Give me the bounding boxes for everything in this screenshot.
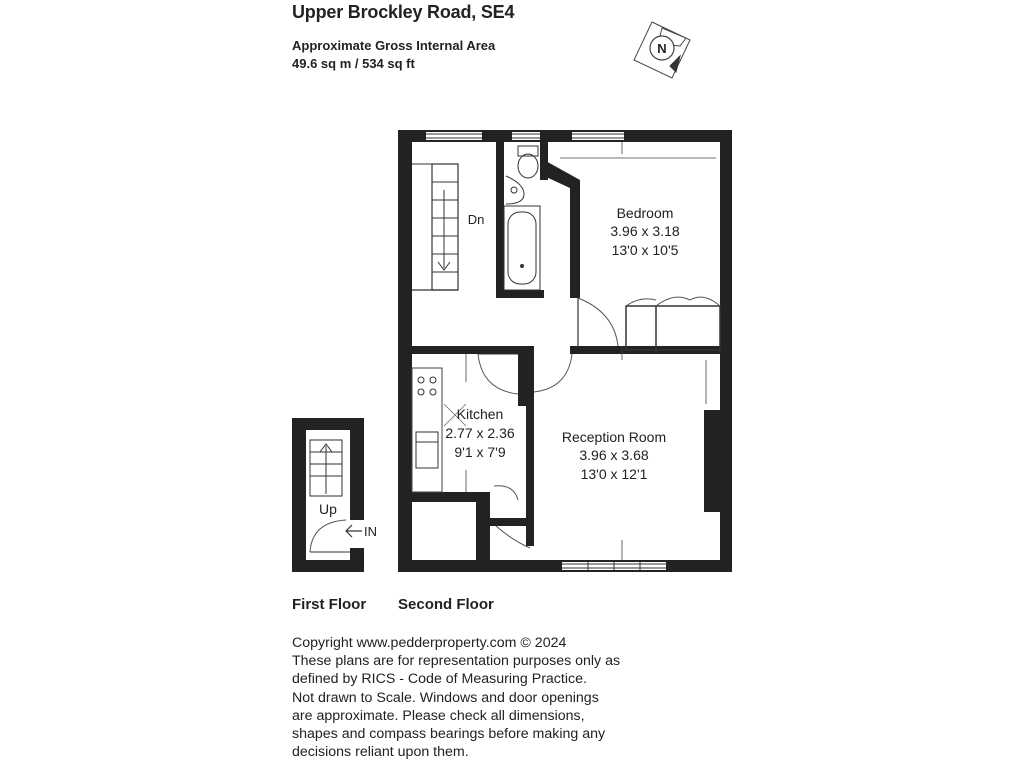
reception-name: Reception Room — [561, 429, 667, 445]
compass-label: N — [657, 41, 667, 56]
area-label: Approximate Gross Internal Area — [292, 38, 496, 53]
kitchen-metric: 2.77 x 2.36 — [445, 425, 515, 441]
disclaimer-line: Not drawn to Scale. Windows and door openings — [292, 689, 599, 706]
entrance-arrow-icon — [346, 525, 362, 537]
compass-icon — [634, 22, 690, 78]
kitchen-name: Kitchen — [456, 406, 504, 422]
stair-down-label: Dn — [467, 212, 485, 227]
disclaimer-line: These plans are for representation purposes only as — [292, 653, 621, 670]
kitchen-imperial: 9'1 x 7'9 — [454, 444, 506, 460]
disclaimer — [292, 634, 652, 761]
reception-imperial: 13'0 x 12'1 — [580, 466, 648, 482]
disclaimer-line: defined by RICS - Code of Measuring Practice. — [292, 671, 587, 688]
first-floor-label: First Floor — [292, 596, 367, 613]
disclaimer-line: decisions reliant upon them. — [292, 744, 469, 761]
disclaimer-line: shapes and compass bearings before making any — [292, 726, 606, 743]
stair-up-label: Up — [319, 501, 337, 517]
staircase-down-icon — [412, 164, 458, 290]
disclaimer-line: Copyright www.pedderproperty.com © 2024 — [292, 635, 567, 651]
first-floor-plan — [292, 418, 364, 572]
bedroom-metric: 3.96 x 3.18 — [610, 223, 680, 239]
staircase-up-icon — [310, 440, 342, 496]
second-floor-label: Second Floor — [398, 596, 494, 613]
bathroom-fixtures-icon — [504, 146, 540, 290]
bedroom-imperial: 13'0 x 10'5 — [611, 242, 679, 258]
entrance-label: IN — [364, 524, 377, 539]
second-floor-plan — [398, 130, 732, 572]
plan-title: Upper Brockley Road, SE4 — [292, 2, 515, 22]
area-value: 49.6 sq m / 534 sq ft — [292, 56, 415, 71]
bedroom-name: Bedroom — [616, 205, 674, 221]
reception-metric: 3.96 x 3.68 — [579, 447, 649, 463]
disclaimer-line: are approximate. Please check all dimensions, — [292, 707, 585, 724]
